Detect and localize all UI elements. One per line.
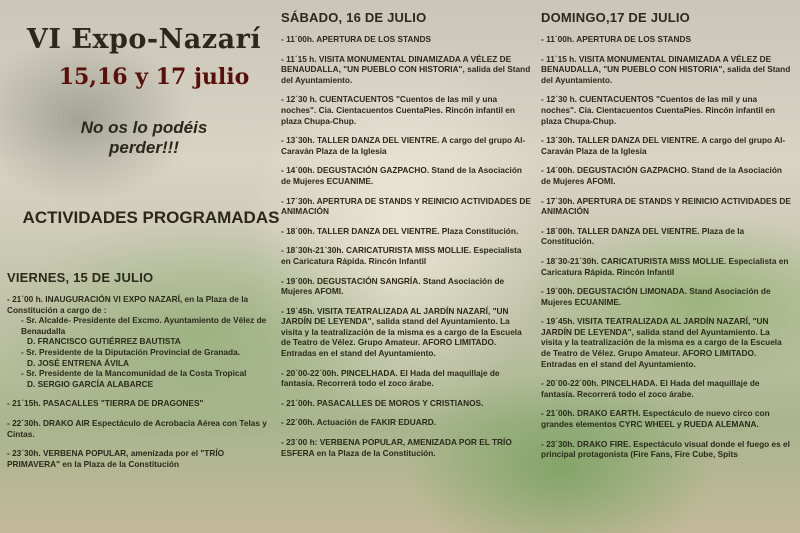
list-item: - 23´30h. VERBENA POPULAR, amenizada por el "TRÍO PRIMAVERA" en la Plaza de la Constitución [7,448,225,469]
list-item: - 11´15 h. VISITA MONUMENTAL DINAMIZADA A VÉLEZ DE BENAUDALLA, "UN PUEBLO CON HISTORIA", salida del Stand del Ayuntamiento. [541,53,791,85]
list-item: D. SERGIO GARCÍA ALABARCE [27,378,154,389]
tagline: No os lo podéis perder!!! [80,118,208,157]
list-item: - 12´30 h. CUENTACUENTOS "Cuentos de las mil y una noches". Cia. Cientacuentos CuentaPies. Rincón infantil en plaza Chupa-Chup. [541,94,775,126]
list-item: - 21´00h. DRAKO EARTH. Espectáculo de nuevo circo con grandes elementos CYRC WHEEL y RUEDA ALEMANA. [541,408,770,430]
viernes-day-heading: VIERNES, 15 DE JULIO [7,270,154,285]
list-item: - 11´00h. APERTURA DE LOS STANDS [281,34,431,44]
list-item: - 22´30h. DRAKO AIR Espectáculo de Acrobacia Aérea con Telas y Cintas. [7,417,267,439]
list-item: - 23´30h. DRAKO FIRE. Espectáculo visual donde el fuego es el principal protagonista (Fire Fans, Fire Cube, Spits [541,438,790,460]
list-item: - 21´00 h. INAUGURACIÓN VI EXPO NAZARÍ, en la Plaza de la Constitución a cargo de : [7,294,249,315]
list-item: - 23´00 h: VERBENA POPULAR, AMENIZADA POR EL TRÍO ESFERA en la Plaza de la Constitución. [281,437,512,458]
list-item: D. FRANCISCO GUTIÉRREZ BAUTISTA [27,336,181,347]
list-item: - Sr. Presidente de la Mancomunidad de la Costa Tropical [21,368,247,379]
list-item: - 18´30h-21´30h. CARICATURISTA MISS MOLLIE. Especialista en Caricatura Rápida. Rincón Infantil [281,245,522,266]
list-item: - 13´30h. TALLER DANZA DEL VIENTRE. A cargo del grupo Al-Caraván Plaza de la Iglesia [541,135,786,156]
list-item: - 17´30h. APERTURA DE STANDS Y REINICIO ACTIVIDADES DE ANIMACIÓN [541,195,791,217]
list-item: - 18´30-21´30h. CARICATURISTA MISS MOLLIE. Especialista en Caricatura Rápida. Rincón Infantil [541,255,789,277]
expo-title: VI Expo-Nazarí [26,24,262,55]
list-item: - 11´15 h. VISITA MONUMENTAL DINAMIZADA A VÉLEZ DE BENAUDALLA, "UN PUEBLO CON HISTORIA", salida del Stand del Ayuntamiento. [281,53,531,85]
list-item: - 11´00h. APERTURA DE LOS STANDS [541,34,691,44]
list-item: - 21´15h. PASACALLES "TIERRA DE DRAGONES" [7,398,204,409]
list-item: - 20´00-22´00h. PINCELHADA. El Hada del maquillaje de fantasía. Recorrerá todo el zoco árabe. [541,378,760,399]
list-item: - 14´00h. DEGUSTACIÓN GAZPACHO. Stand de la Asociación de Mujeres AFOMI. [541,165,782,186]
sabado-column [281,10,531,467]
list-item: - 12´30 h. CUENTACUENTOS "Cuentos de las mil y una noches". Cia. Cientacuentos CuentaPies. Rincón infantil en plaza Chupa-Chup. [281,94,515,126]
expo-dates: 15,16 y 17 julio [58,64,250,90]
list-item: - 18´00h. TALLER DANZA DEL VIENTRE. Plaza de la Constitución. [541,225,745,247]
list-item: - 13´30h. TALLER DANZA DEL VIENTRE. A cargo del grupo Al-Caraván Plaza de la Iglesia [281,135,526,156]
sabado-day-heading: SÁBADO, 16 DE JULIO [281,10,427,25]
section-heading: ACTIVIDADES PROGRAMADAS [22,208,280,227]
list-item: - 17´30h. APERTURA DE STANDS Y REINICIO ACTIVIDADES DE ANIMACIÓN [281,195,531,217]
domingo-column [541,10,791,469]
list-item: - 18´00h. TALLER DANZA DEL VIENTRE. Plaza Constitución. [281,225,519,236]
list-item: - 19´45h. VISITA TEATRALIZADA AL JARDÍN NAZARÍ, "UN JARDÍN DE LEYENDA", salida stand del Ayuntamiento. La visita y la teatralización de la misma es a cargo de la Escuela de Teatro de Vélez. Grupo Amateur. AFORO LIMITADO. Entradas en el stand del Ayuntamiento. [281,305,522,359]
list-item: - Sr. Presidente de la Diputación Provincial de Granada. [21,346,241,357]
viernes-column [7,270,277,478]
list-item: - 19´00h. DEGUSTACIÓN LIMONADA. Stand Asociación de Mujeres ECUANIME. [541,286,771,307]
list-item: - 19´45h. VISITA TEATRALIZADA AL JARDÍN NAZARÍ, "UN JARDÍN DE LEYENDA", salida stand del Ayuntamiento. La visita y la teatralización de la misma es a cargo de la Escuela de Teatro de Vélez. Grupo Amateur. AFORO LIMITADO. Entradas en el stand del Ayuntamiento. [541,316,782,369]
list-item: - 19´00h. DEGUSTACIÓN SANGRÍA. Stand Asociación de Mujeres AFOMI. [281,275,505,297]
list-item: D. JOSÉ ENTRENA ÁVILA [27,357,130,368]
domingo-day-heading: DOMINGO,17 DE JULIO [541,10,690,25]
list-item: - 21´00h. PASACALLES DE MOROS Y CRISTIANOS. [281,397,484,408]
list-item: - Sr. Alcalde- Presidente del Excmo. Ayuntamiento de Vélez de Benaudalla [21,315,267,336]
list-item: - 20´00-22´00h. PINCELHADA. El Hada del maquillaje de fantasía. Recorrerá todo el zoco árabe. [281,367,500,389]
list-item: - 14´00h. DEGUSTACIÓN GAZPACHO. Stand de la Asociación de Mujeres ECUANIME. [281,165,522,186]
list-item: - 22´00h. Actuación de FAKIR EDUARD. [281,417,437,428]
